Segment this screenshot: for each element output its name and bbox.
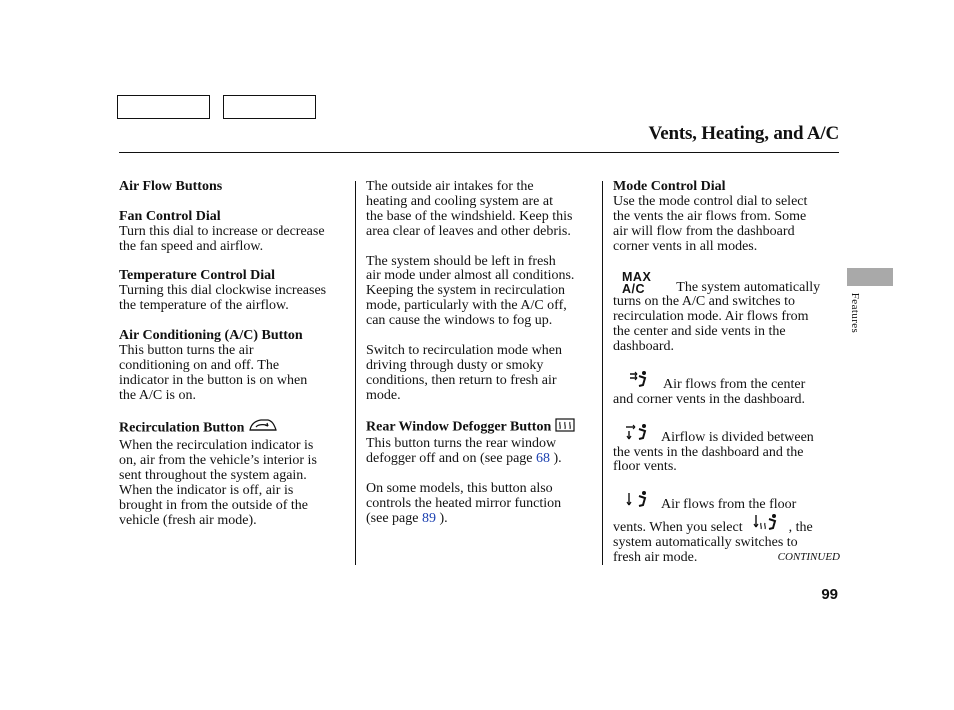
mode-text-line: air will flow from the dashboard (613, 223, 795, 239)
intake-text-line: area clear of leaves and other debris. (366, 223, 571, 239)
column-divider-2 (602, 181, 603, 565)
mirror-text-line-3 (366, 512, 598, 527)
ac-text-line: indicator in the button is on when (119, 372, 308, 388)
ac-text-line: This button turns the air (119, 342, 254, 358)
floor-defrost-vent-icon (753, 513, 779, 536)
floor-select-text-end: , the (788, 520, 813, 536)
continued-label: CONTINUED (777, 551, 840, 563)
max-ac-label-top: MAX (622, 270, 652, 285)
fresh-text-line: The system should be left in fresh (366, 253, 556, 269)
page-68-link[interactable]: 68 (536, 451, 551, 467)
floor-vent-icon (625, 490, 649, 513)
column-1 (119, 180, 351, 529)
defog-text-end: ). (550, 451, 562, 467)
section-tab[interactable] (847, 268, 893, 286)
ac-text-line: the A/C is on. (119, 387, 197, 403)
nav-box-left[interactable] (117, 95, 210, 119)
column-3 (613, 180, 843, 566)
dashboard-vent-icon (629, 370, 649, 393)
mirror-text-line: On some models, this button also (366, 481, 553, 497)
recirc-heading: Recirculation Button (119, 421, 245, 437)
defog-heading: Rear Window Defogger Button (366, 420, 552, 436)
mode-heading: Mode Control Dial (613, 179, 726, 194)
mode-text-line: corner vents in all modes. (613, 238, 758, 254)
bi-level-text-line: floor vents. (613, 459, 677, 475)
mirror-text-end: ). (435, 510, 448, 526)
mode-text-line: Use the mode control dial to select (613, 193, 808, 209)
max-ac-text-line: turns on the A/C and switches to (613, 294, 795, 310)
defog-text-line-2 (366, 452, 598, 467)
recirc-heading-row (119, 418, 351, 439)
max-ac-text-line: recirculation mode. Air flows from (613, 309, 809, 325)
recirculation-icon (248, 418, 278, 439)
defog-text: defogger off and on (see page (366, 451, 537, 467)
defog-text-line: This button turns the rear window (366, 436, 557, 452)
center-vent-text-line: and corner vents in the dashboard. (613, 391, 806, 407)
floor-vent-text-line: fresh air mode. (613, 549, 698, 565)
defog-heading-row (366, 418, 598, 437)
fresh-text-line: air mode under almost all conditions. (366, 268, 575, 284)
recirc-text-line: brought in from the outside of the (119, 497, 308, 513)
center-vent-text: Air flows from the center (663, 376, 806, 392)
fresh-text-line: Keeping the system in recirculation (366, 283, 566, 299)
max-ac-label-bottom: A/C (622, 282, 646, 297)
fan-text-line: the fan speed and airflow. (119, 238, 264, 254)
floor-vent-text-line: system automatically switches to (613, 535, 798, 551)
mirror-text: (see page (366, 510, 422, 526)
recirc-text-line: sent throughout the system again. (119, 468, 307, 484)
floor-vent-text: Air flows from the floor (661, 497, 797, 513)
bi-level-text: Airflow is divided between (661, 429, 814, 445)
page-89-link[interactable]: 89 (421, 510, 436, 526)
fresh-text-line: can cause the windows to fog up. (366, 313, 553, 329)
intake-text-line: The outside air intakes for the (366, 179, 534, 194)
nav-box-right[interactable] (223, 95, 316, 119)
bi-level-vent-icon (625, 423, 649, 446)
max-ac-icon (622, 271, 651, 295)
temp-text-line: the temperature of the airflow. (119, 298, 289, 314)
switch-text-line: mode. (366, 387, 401, 403)
max-ac-text-line: the center and side vents in the (613, 324, 786, 340)
page-title: Vents, Heating, and A/C (648, 123, 839, 144)
switch-text-line: Switch to recirculation mode when (366, 342, 562, 358)
ac-heading: Air Conditioning (A/C) Button (119, 328, 303, 344)
switch-text-line: conditions, then return to fresh air (366, 372, 557, 388)
page-number: 99 (821, 586, 838, 603)
fresh-text-line: mode, particularly with the A/C off, (366, 298, 567, 314)
mode-text-line: the vents the air flows from. Some (613, 208, 807, 224)
switch-text-line: driving through dusty or smoky (366, 357, 544, 373)
ac-text-line: conditioning on and off. The (119, 357, 280, 373)
air-flow-heading: Air Flow Buttons (119, 179, 223, 194)
intake-text-line: the base of the windshield. Keep this (366, 208, 573, 224)
mirror-text-line: controls the heated mirror function (366, 495, 562, 511)
intake-text-line: heating and cooling system are at (366, 193, 553, 209)
floor-select-text: vents. When you select (613, 520, 743, 536)
max-ac-text: The system automatically (676, 279, 821, 295)
side-section-label: Features (849, 292, 861, 334)
column-2 (366, 180, 598, 527)
recirc-text-line: When the indicator is off, air is (119, 483, 294, 499)
recirc-text-line: on, air from the vehicle’s interior is (119, 453, 317, 469)
column-divider-1 (355, 181, 356, 565)
temp-text-line: Turning this dial clockwise increases (119, 283, 327, 299)
recirc-text-line: vehicle (fresh air mode). (119, 512, 257, 528)
temp-heading: Temperature Control Dial (119, 268, 276, 284)
bi-level-text-line: the vents in the dashboard and the (613, 444, 804, 460)
max-ac-text-line: dashboard. (613, 339, 675, 355)
recirc-text-line: When the recirculation indicator is (119, 438, 314, 454)
header-rule (119, 152, 839, 153)
fan-text-line: Turn this dial to increase or decrease (119, 223, 325, 239)
fan-heading: Fan Control Dial (119, 208, 221, 224)
rear-defogger-icon (555, 418, 575, 437)
